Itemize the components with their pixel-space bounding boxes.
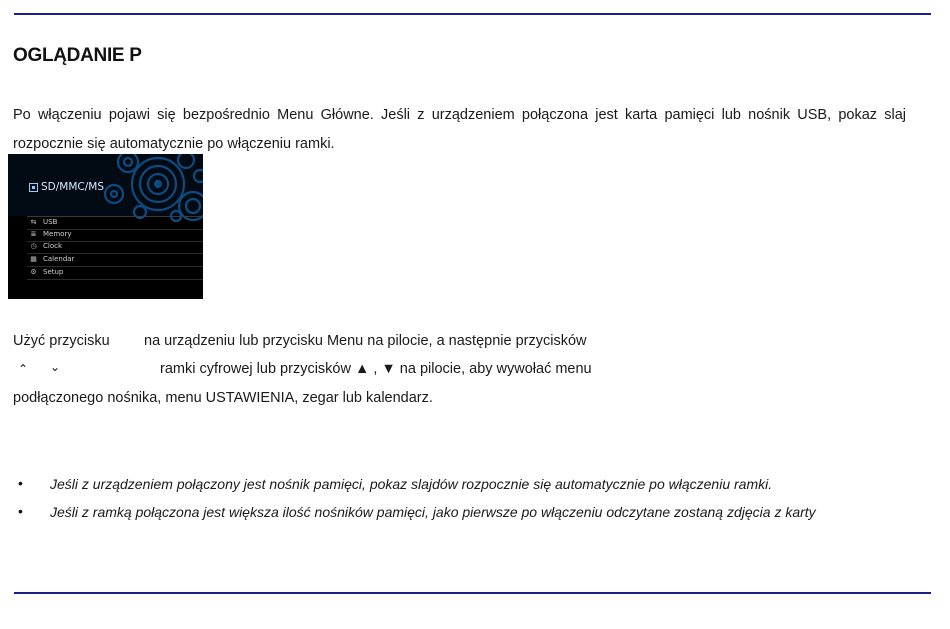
clock-icon: ◷ <box>30 242 37 250</box>
menu-item-setup[interactable] <box>27 267 203 280</box>
gear-icon: ⚙ <box>30 268 37 276</box>
menu-item-clock[interactable] <box>27 241 203 254</box>
intro-paragraph: Po włączeniu pojawi się bezpośrednio Menu Główne. Jeśli z urządzeniem połączona jest karta pamięci lub nośnik USB, pokaz slaj rozpocznie się automatycznie po włączeniu ramki. <box>13 107 906 152</box>
menu-item-label: Calendar <box>43 255 75 263</box>
menu-item-label: Setup <box>43 268 64 276</box>
section-title: OGLĄDANIE P <box>13 45 142 66</box>
instruction-line-3: podłączonego nośnika, menu USTAWIENIA, zegar lub kalendarz. <box>13 390 433 406</box>
source-title: SD/MMC/MS <box>41 181 104 193</box>
main-menu-screenshot <box>8 154 203 299</box>
bottom-rule <box>14 592 931 594</box>
note-item: Jeśli z urządzeniem połączony jest nośnik pamięci, pokaz slajdów rozpocznie się automatycznie po włączeniu ramki. <box>50 476 773 492</box>
top-rule <box>14 13 931 15</box>
memory-icon: ≣ <box>30 230 37 238</box>
instruction-line-1-end: na urządzeniu lub przycisku Menu na pilocie, a następnie przycisków <box>144 333 587 349</box>
menu-item-label: USB <box>43 218 58 226</box>
chevron-up-icon: ⌃ <box>18 362 29 376</box>
bullet-marker: • <box>18 475 23 491</box>
calendar-icon: ▦ <box>30 255 37 263</box>
menu-item-label: Clock <box>43 242 63 250</box>
instruction-line-2: ramki cyfrowej lub przycisków ▲ , ▼ na pilocie, aby wywołać menu <box>160 361 592 377</box>
instruction-line-1-start: Użyć przycisku <box>13 333 110 349</box>
chevron-down-icon: ⌄ <box>50 360 61 374</box>
bullet-marker: • <box>18 503 23 519</box>
menu-item-label: Memory <box>43 230 72 238</box>
sd-card-icon <box>29 183 38 192</box>
menu-item-calendar[interactable] <box>27 254 203 267</box>
usb-icon: ⇆ <box>30 218 37 226</box>
note-item: Jeśli z ramką połączona jest większa ilość nośników pamięci, jako pierwsze po włączeniu odczytane zostaną zdjęcia z karty <box>50 504 816 520</box>
menu-item-usb[interactable] <box>27 216 203 230</box>
